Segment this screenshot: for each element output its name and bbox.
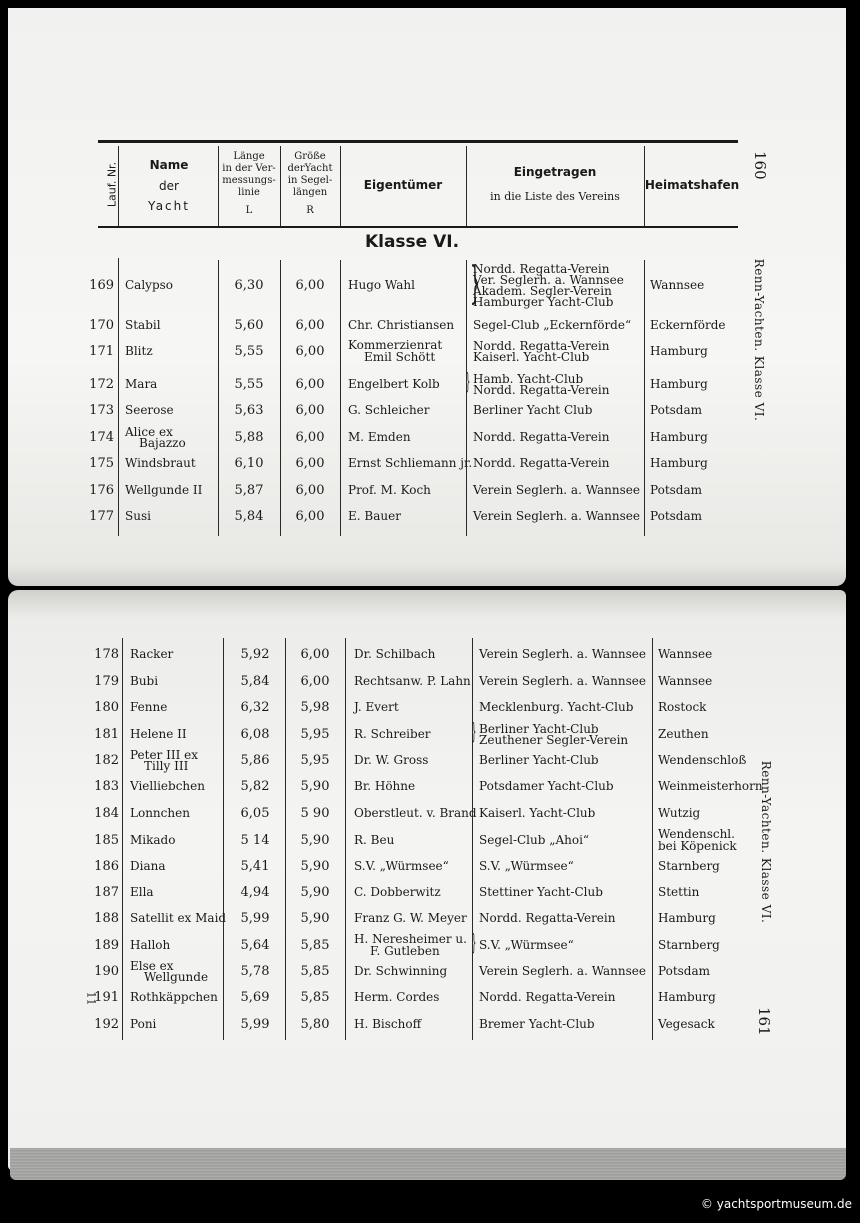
home-port: Wendenschloß [658, 753, 747, 767]
size-value: 6,00 [300, 647, 330, 662]
club-name: Zeuthener Segler-Verein [479, 732, 629, 747]
yacht-name: Vielliebchen [130, 779, 205, 793]
home-port: Starnberg [658, 938, 720, 952]
yacht-name: Susi [125, 509, 151, 523]
row-number: 170 [89, 318, 114, 333]
club-name: Nordd. Regatta-Verein [473, 430, 610, 444]
brace-mark: } [471, 931, 477, 956]
header-laufnr: Lauf. Nr. [105, 161, 119, 208]
owner-name: R. Beu [354, 833, 395, 847]
length-value: 4,94 [240, 885, 270, 900]
header-divider [466, 146, 467, 226]
size-value: 5,90 [300, 885, 330, 900]
size-value: 6,00 [295, 430, 325, 445]
yacht-name: Alice ex [125, 424, 173, 439]
header-divider [218, 146, 219, 226]
home-port: Wannsee [658, 647, 713, 661]
size-value: 5,90 [300, 859, 330, 874]
home-port: Potsdam [650, 403, 703, 417]
header-eingetragen-2: in die Liste des Vereins [490, 190, 620, 203]
owner-name: Rechtsanw. P. Lahn [354, 674, 471, 688]
home-port: Potsdam [650, 483, 703, 497]
yacht-name: Wellgunde II [125, 483, 203, 497]
row-number: 169 [89, 278, 114, 293]
length-value: 5,99 [240, 1017, 270, 1032]
club-name: Nordd. Regatta-Verein [473, 338, 610, 353]
club-name: Nordd. Regatta-Verein [473, 382, 610, 397]
row-number: 181 [94, 727, 119, 742]
home-port: Hamburg [650, 344, 708, 358]
club-name: Nordd. Regatta-Verein [473, 456, 610, 470]
length-value: 5,99 [240, 911, 270, 926]
club-name: Verein Seglerh. a. Wannsee [479, 674, 646, 688]
size-value: 6,00 [295, 483, 325, 498]
size-value: 6,00 [295, 509, 325, 524]
home-port: Hamburg [650, 377, 708, 391]
header-name-3: Yacht [148, 199, 190, 213]
row-number: 184 [94, 806, 119, 821]
header-eingetragen-1: Eingetragen [513, 165, 597, 179]
row-number: 185 [94, 833, 119, 848]
row-number: 173 [89, 403, 114, 418]
club-name: Ver. Seglerh. a. Wannsee [473, 272, 624, 287]
length-value: 6,30 [234, 278, 264, 293]
yacht-name: Mara [125, 377, 158, 391]
class-title: Klasse VI. [364, 232, 460, 252]
club-name: Nordd. Regatta-Verein [479, 911, 616, 925]
row-number: 172 [89, 377, 114, 392]
yacht-name: Bajazzo [139, 435, 186, 450]
table-row [8, 675, 846, 701]
yacht-name: Else ex [130, 958, 174, 973]
running-title: Renn-Yachten. Klasse VI. [759, 760, 773, 924]
owner-name: R. Schreiber [354, 727, 431, 741]
length-value: 6,08 [240, 727, 270, 742]
club-name: Akadem. Segler-Verein [473, 283, 612, 298]
length-value: 6,32 [240, 700, 270, 715]
club-name: Verein Seglerh. a. Wannsee [473, 509, 640, 523]
size-value: 5,90 [300, 833, 330, 848]
row-number: 180 [94, 700, 119, 715]
row-number: 182 [94, 753, 119, 768]
home-port: Wannsee [658, 674, 713, 688]
owner-name: Herm. Cordes [354, 990, 440, 1004]
yacht-name: Bubi [130, 674, 159, 688]
page-number: 161 [755, 1007, 773, 1036]
row-number: 189 [94, 938, 119, 953]
header-groesse-5: R [306, 205, 314, 216]
table-row [8, 860, 846, 886]
length-value: 5,92 [240, 647, 270, 662]
club-name: Berliner Yacht-Club [479, 753, 599, 767]
yacht-name: Poni [130, 1017, 157, 1031]
owner-name: Chr. Christiansen [348, 318, 455, 332]
club-name: Mecklenburg. Yacht-Club [479, 700, 634, 714]
table-row [8, 780, 846, 806]
table-row [8, 827, 846, 860]
row-number: 183 [94, 779, 119, 794]
size-value: 5,85 [300, 938, 330, 953]
size-value: 6,00 [300, 674, 330, 689]
row-number: 176 [89, 483, 114, 498]
yacht-name: Helene II [130, 727, 187, 741]
length-value: 5,69 [240, 990, 270, 1005]
signature-mark: 11 [84, 991, 98, 1006]
club-name: Hamburger Yacht-Club [473, 294, 614, 309]
length-value: 5,41 [240, 859, 270, 874]
club-name: Stettiner Yacht-Club [479, 885, 603, 899]
club-name: Bremer Yacht-Club [479, 1017, 595, 1031]
length-value: 6,10 [234, 456, 264, 471]
length-value: 5,55 [234, 377, 264, 392]
length-value: 5,63 [234, 403, 264, 418]
size-value: 6,00 [295, 318, 325, 333]
size-value: 5,90 [300, 779, 330, 794]
yacht-name: Tilly III [144, 758, 189, 773]
row-number: 171 [89, 344, 114, 359]
length-value: 5,86 [240, 753, 270, 768]
yacht-name: Wellgunde [144, 969, 209, 984]
home-port: Starnberg [658, 859, 720, 873]
row-number: 190 [94, 964, 119, 979]
size-value: 5,90 [300, 911, 330, 926]
club-name: Kaiserl. Yacht-Club [479, 806, 596, 820]
yacht-name: Rothkäppchen [130, 990, 218, 1004]
header-eigentuemer: Eigentümer [363, 178, 443, 192]
owner-name: Emil Schött [364, 350, 436, 364]
header-groesse-1: Größe [294, 151, 326, 162]
row-number: 188 [94, 911, 119, 926]
owner-name: H. Bischoff [354, 1017, 422, 1031]
home-port: Zeuthen [658, 727, 709, 741]
home-port: Vegesack [658, 1017, 715, 1031]
home-port: Hamburg [658, 990, 716, 1004]
row-number: 187 [94, 885, 119, 900]
header-groesse-4: längen [292, 187, 328, 198]
home-port: Wendenschl. [658, 827, 735, 841]
header-groesse-3: in Segel- [287, 175, 333, 186]
table-row [8, 370, 846, 404]
yacht-name: Halloh [130, 938, 171, 952]
yacht-name: Seerose [125, 403, 174, 417]
yacht-name: Ella [130, 885, 154, 899]
owner-name: J. Evert [354, 700, 399, 714]
owner-name: F. Gutleben [370, 944, 440, 958]
owner-name: Dr. W. Gross [354, 753, 429, 767]
owner-name: Franz G. W. Meyer [354, 911, 467, 925]
length-value: 5,87 [234, 483, 264, 498]
length-value: 5,60 [234, 318, 264, 333]
club-name: Nordd. Regatta-Verein [473, 261, 610, 276]
yacht-name: Calypso [125, 278, 174, 292]
yacht-name: Mikado [130, 833, 176, 847]
book-page-161 [8, 590, 846, 1170]
length-value: 6,05 [240, 806, 270, 821]
length-value: 5,84 [234, 509, 264, 524]
size-value: 5,80 [300, 1017, 330, 1032]
home-port: Eckernförde [650, 318, 726, 332]
home-port: Wannsee [650, 278, 705, 292]
header-bottom-rule [98, 226, 738, 228]
home-port: Rostock [658, 700, 707, 714]
length-value: 5,64 [240, 938, 270, 953]
table-row [8, 701, 846, 727]
club-name: S.V. „Würmsee“ [479, 938, 574, 952]
table-row [8, 747, 846, 780]
owner-name: S.V. „Würmsee“ [354, 859, 449, 873]
owner-name: Prof. M. Koch [348, 483, 431, 497]
row-number: 186 [94, 859, 119, 874]
owner-name: Br. Höhne [354, 779, 416, 793]
length-value: 5 14 [240, 833, 270, 848]
yacht-name: Lonnchen [130, 806, 190, 820]
size-value: 6,00 [295, 377, 325, 392]
table-row [8, 886, 846, 912]
header-laenge-2: in der Ver- [222, 163, 276, 174]
club-name: Kaiserl. Yacht-Club [473, 349, 590, 364]
yacht-name: Stabil [125, 318, 161, 332]
owner-name: Kommerzienrat [348, 338, 443, 352]
page-number: 160 [751, 151, 769, 180]
owner-name: Dr. Schwinning [354, 964, 448, 978]
club-name: Verein Seglerh. a. Wannsee [479, 647, 646, 661]
header-top-rule [98, 140, 738, 143]
brace-mark: } [471, 720, 477, 745]
owner-name: Engelbert Kolb [348, 377, 440, 391]
size-value: 5 90 [300, 806, 330, 821]
yacht-name: Satellit ex Maid [130, 911, 227, 925]
table-row [8, 338, 846, 371]
home-port: Hamburg [650, 456, 708, 470]
length-value: 5,55 [234, 344, 264, 359]
home-port: bei Köpenick [658, 839, 737, 853]
club-name: Potsdamer Yacht-Club [479, 779, 614, 793]
table-row [8, 484, 846, 510]
owner-name: Dr. Schilbach [354, 647, 436, 661]
header-laenge-3: messungs- [222, 175, 276, 186]
length-value: 5,88 [234, 430, 264, 445]
table-row [8, 424, 846, 457]
table-row [8, 1018, 846, 1044]
header-name-1: Name [149, 158, 189, 172]
home-port: Stettin [658, 885, 700, 899]
yacht-name: Windsbraut [125, 456, 196, 470]
owner-name: M. Emden [348, 430, 411, 444]
club-name: Verein Seglerh. a. Wannsee [479, 964, 646, 978]
yacht-name: Blitz [125, 344, 153, 358]
page-edges [10, 1148, 846, 1180]
size-value: 6,00 [295, 403, 325, 418]
size-value: 5,85 [300, 964, 330, 979]
size-value: 6,00 [295, 278, 325, 293]
brace-mark: } [470, 258, 480, 309]
owner-name: Ernst Schliemann jr. [348, 456, 473, 470]
yacht-name: Diana [130, 859, 166, 873]
table-row [8, 648, 846, 674]
length-value: 5,78 [240, 964, 270, 979]
row-number: 175 [89, 456, 114, 471]
club-name: Hamb. Yacht-Club [473, 371, 584, 386]
owner-name: Oberstleut. v. Brand [354, 806, 477, 820]
header-divider [340, 146, 341, 226]
club-name: S.V. „Würmsee“ [479, 859, 574, 873]
watermark: © yachtsportmuseum.de [700, 1197, 852, 1211]
club-name: Segel-Club „Eckernförde“ [473, 318, 632, 332]
header-groesse-2: derYacht [287, 163, 333, 174]
row-number: 174 [89, 430, 114, 445]
owner-name: H. Neresheimer u. [354, 932, 467, 946]
row-number: 192 [94, 1017, 119, 1032]
club-name: Nordd. Regatta-Verein [479, 990, 616, 1004]
header-heimatshafen: Heimatshafen [644, 178, 740, 192]
size-value: 6,00 [295, 344, 325, 359]
table-row [8, 258, 846, 309]
home-port: Potsdam [658, 964, 711, 978]
owner-name: E. Bauer [348, 509, 401, 523]
home-port: Wutzig [658, 806, 701, 820]
table-row [8, 457, 846, 483]
length-value: 5,82 [240, 779, 270, 794]
size-value: 5,85 [300, 990, 330, 1005]
size-value: 5,95 [300, 727, 330, 742]
row-number: 177 [89, 509, 114, 524]
club-name: Berliner Yacht-Club [479, 721, 599, 736]
owner-name: C. Dobberwitz [354, 885, 441, 899]
header-laenge-5: L [245, 205, 253, 216]
club-name: Berliner Yacht Club [473, 403, 593, 417]
yacht-name: Peter III ex [130, 747, 199, 762]
club-name: Segel-Club „Ahoi“ [479, 833, 590, 847]
owner-name: Hugo Wahl [348, 278, 415, 292]
home-port: Hamburg [658, 911, 716, 925]
home-port: Potsdam [650, 509, 703, 523]
size-value: 5,95 [300, 753, 330, 768]
home-port: Hamburg [650, 430, 708, 444]
header-laenge-4: linie [238, 187, 260, 198]
row-number: 178 [94, 647, 119, 662]
header-name-2: der [159, 179, 179, 193]
yacht-name: Racker [130, 647, 174, 661]
header-laenge-1: Länge [233, 151, 265, 162]
owner-name: G. Schleicher [348, 403, 430, 417]
size-value: 5,98 [300, 700, 330, 715]
row-number: 179 [94, 674, 119, 689]
running-title: Renn-Yachten. Klasse VI. [752, 258, 766, 422]
table-row [8, 510, 846, 536]
brace-mark: } [465, 370, 471, 395]
length-value: 5,84 [240, 674, 270, 689]
header-divider [280, 146, 281, 226]
table-row [8, 958, 846, 991]
table-row [8, 991, 846, 1017]
yacht-name: Fenne [130, 700, 168, 714]
club-name: Verein Seglerh. a. Wannsee [473, 483, 640, 497]
size-value: 6,00 [295, 456, 325, 471]
book-page-160 [8, 8, 846, 586]
row-number: 191 [94, 990, 119, 1005]
home-port: Weinmeisterhorn [658, 779, 763, 793]
